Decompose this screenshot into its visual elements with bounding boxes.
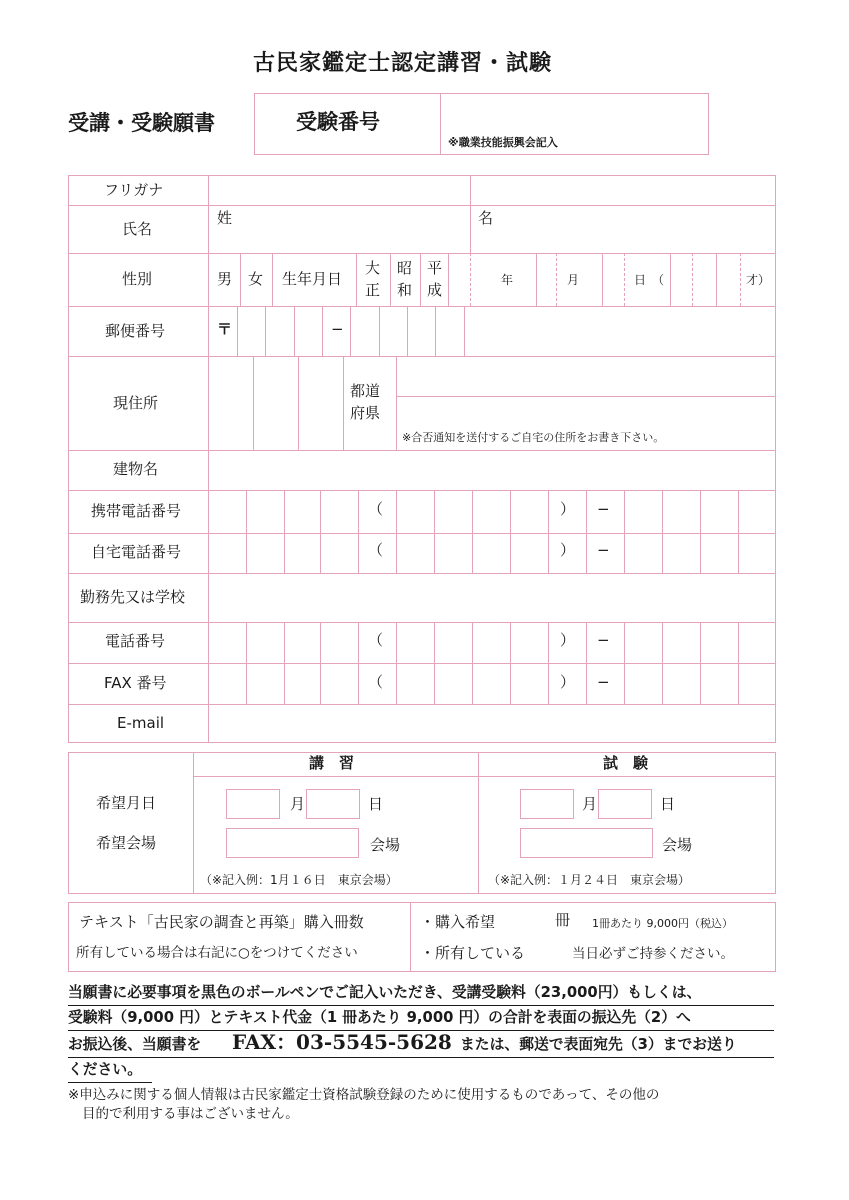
- era-taisho-top[interactable]: 大: [365, 259, 381, 277]
- address-label: 現住所: [113, 394, 159, 412]
- email-label: E-mail: [117, 714, 165, 732]
- home-dash: −: [597, 541, 610, 559]
- home-phone-input[interactable]: [209, 534, 775, 572]
- exam-day-input[interactable]: [598, 789, 652, 819]
- instructions-line2: 受験料（9,000 円）とテキスト代金（1 冊あたり 9,000 円）の合計を表面の振込先（2）へ: [68, 1009, 691, 1026]
- postal-mark: 〒: [217, 320, 233, 338]
- lecture-day-label: 日: [368, 795, 384, 813]
- postal-dash: −: [331, 320, 344, 338]
- lecture-day-input[interactable]: [306, 789, 360, 819]
- exam-number-input[interactable]: [441, 94, 708, 134]
- gender-label: 性別: [122, 270, 153, 288]
- textbook-unit-label: 冊: [555, 911, 571, 929]
- instructions-line3a: お振込後、当願書を: [68, 1036, 202, 1053]
- era-taisho-bottom[interactable]: 正: [365, 281, 381, 299]
- mobile-open-paren: （: [368, 500, 384, 518]
- privacy-line1: ※申込みに関する個人情報は古民家鑑定士資格試験登録のために使用するものであって、その他の: [68, 1087, 660, 1103]
- fax-close-paren: ）: [560, 673, 576, 691]
- postal-code-label: 郵便番号: [105, 322, 166, 340]
- age-label: 才）: [746, 273, 771, 287]
- lecture-venue-input[interactable]: [226, 828, 359, 858]
- lecture-example: （※記入例：1月１６日 東京会場）: [200, 873, 398, 887]
- mobile-close-paren: ）: [560, 500, 576, 518]
- address-line2-input[interactable]: [397, 397, 775, 427]
- fax-label: FAX 番号: [104, 674, 167, 692]
- home-open-paren: （: [368, 541, 384, 559]
- surname-input[interactable]: [209, 206, 469, 252]
- lecture-month-label: 月: [290, 795, 306, 813]
- address-line1-input[interactable]: [397, 357, 775, 395]
- exam-number-label: 受験番号: [296, 110, 380, 134]
- birth-year-label: 年: [501, 273, 514, 287]
- workplace-input[interactable]: [209, 574, 775, 621]
- prefecture-input[interactable]: [210, 357, 342, 449]
- privacy-line2: 目的で利用する事はございません。: [82, 1106, 299, 1122]
- home-phone-label: 自宅電話番号: [91, 543, 182, 561]
- address-note: ※合否通知を送付するご自宅の住所をお書き下さい。: [402, 431, 665, 444]
- birthdate-label: 生年月日: [282, 270, 343, 288]
- birth-month-label: 月: [567, 273, 580, 287]
- textbook-purchase-option[interactable]: ・購入希望: [420, 913, 496, 931]
- age-open-paren: （: [652, 273, 665, 287]
- mobile-phone-input[interactable]: [209, 491, 775, 532]
- desired-date-label: 希望月日: [96, 794, 157, 812]
- given-name-label: 名: [478, 209, 494, 227]
- instructions-line3b: または、郵送で表面宛先（3）までお送り: [460, 1036, 737, 1053]
- exam-header: 試 験: [603, 754, 649, 772]
- era-showa-bottom[interactable]: 和: [397, 281, 413, 299]
- building-label: 建物名: [113, 460, 159, 478]
- gender-female-option[interactable]: 女: [248, 270, 264, 288]
- email-input[interactable]: [209, 705, 775, 742]
- work-open-paren: （: [368, 631, 384, 649]
- furigana-input[interactable]: [209, 176, 775, 204]
- name-label: 氏名: [122, 220, 153, 238]
- application-label: 受講・受験願書: [68, 111, 215, 135]
- exam-month-input[interactable]: [520, 789, 574, 819]
- desired-venue-label: 希望会場: [96, 834, 157, 852]
- era-heisei-top[interactable]: 平: [427, 259, 443, 277]
- textbook-line2: 所有している場合は右記に○をつけてください: [76, 945, 358, 961]
- textbook-price: 1冊あたり 9,000円（税込）: [592, 917, 733, 930]
- fax-number: FAX：03-5545-5628: [232, 1030, 452, 1054]
- mobile-phone-label: 携帯電話番号: [91, 502, 182, 520]
- given-name-input[interactable]: [471, 206, 775, 252]
- page-title: 古民家鑑定士認定講習・試験: [253, 51, 553, 76]
- exam-number-note: ※職業技能振興会記入: [448, 136, 558, 149]
- era-showa-top[interactable]: 昭: [397, 259, 413, 277]
- lecture-header: 講 習: [309, 754, 355, 772]
- textbook-owned-note: 当日必ずご持参ください。: [572, 946, 734, 962]
- era-heisei-bottom[interactable]: 成: [427, 281, 443, 299]
- workplace-label: 勤務先又は学校: [80, 588, 186, 606]
- building-input[interactable]: [209, 451, 775, 489]
- exam-day-label: 日: [660, 795, 676, 813]
- lecture-venue-label: 会場: [370, 836, 401, 854]
- fax-input[interactable]: [209, 664, 775, 703]
- postal-code-input[interactable]: [238, 307, 463, 355]
- exam-venue-label: 会場: [662, 836, 693, 854]
- instructions-line4: ください。: [68, 1061, 142, 1078]
- work-phone-input[interactable]: [209, 623, 775, 662]
- textbook-owned-option[interactable]: ・所有している: [420, 944, 526, 962]
- fax-open-paren: （: [368, 673, 384, 691]
- surname-label: 姓: [217, 209, 233, 227]
- exam-venue-input[interactable]: [520, 828, 653, 858]
- lecture-month-input[interactable]: [226, 789, 280, 819]
- exam-month-label: 月: [582, 795, 598, 813]
- home-close-paren: ）: [560, 541, 576, 559]
- gender-male-option[interactable]: 男: [217, 270, 233, 288]
- work-phone-label: 電話番号: [105, 632, 166, 650]
- work-close-paren: ）: [560, 631, 576, 649]
- exam-example: （※記入例：１月２４日 東京会場）: [488, 873, 691, 887]
- fax-dash: −: [597, 673, 610, 691]
- instructions-line1: 当願書に必要事項を黒色のボールペンでご記入いただき、受講受験料（23,000円）もしくは、: [68, 984, 702, 1001]
- textbook-line1: テキスト「古民家の調査と再築」購入冊数: [79, 913, 364, 931]
- prefecture-label-top: 都道: [350, 382, 381, 400]
- prefecture-label-bottom: 府県: [350, 404, 381, 422]
- mobile-dash: −: [597, 500, 610, 518]
- furigana-label: フリガナ: [104, 181, 164, 199]
- work-dash: −: [597, 631, 610, 649]
- birth-day-label: 日: [634, 273, 647, 287]
